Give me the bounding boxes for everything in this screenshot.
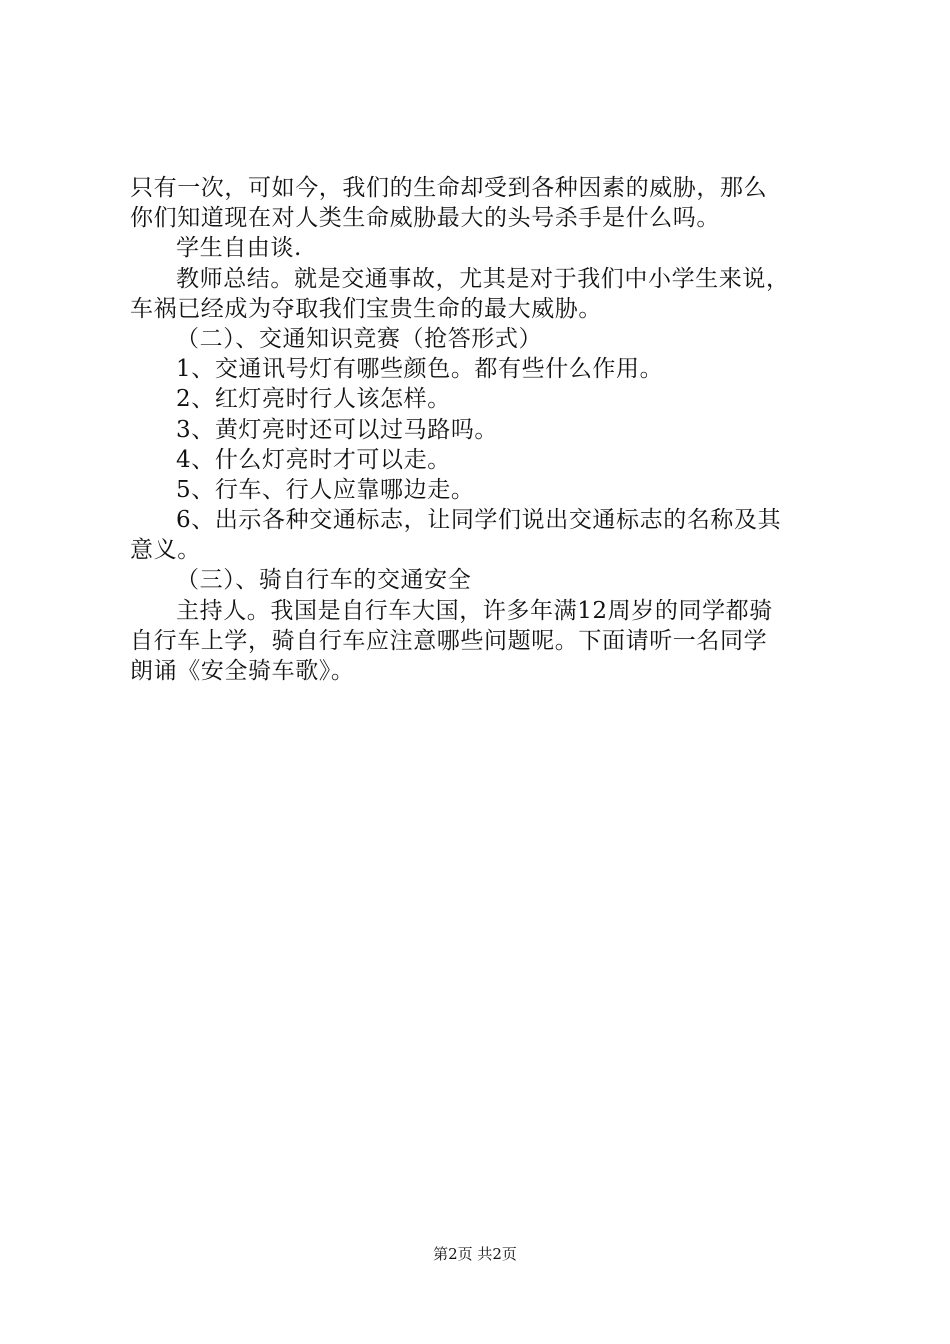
document-body bbox=[130, 173, 835, 686]
list-item: 1、交通讯号灯有哪些颜色。都有些什么作用。 bbox=[176, 356, 664, 383]
paragraph-line: 意义。 bbox=[130, 537, 201, 564]
section-heading: （三）、骑自行车的交通安全 bbox=[176, 567, 472, 594]
list-item: 3、黄灯亮时还可以过马路吗。 bbox=[176, 416, 499, 443]
paragraph-line: 主持人。我国是自行车大国，许多年满12周岁的同学都骑 bbox=[176, 597, 773, 624]
paragraph-line: 车祸已经成为夺取我们宝贵生命的最大威胁。 bbox=[130, 295, 602, 322]
list-item: 2、红灯亮时行人该怎样。 bbox=[176, 386, 451, 413]
paragraph-line: 教师总结。就是交通事故，尤其是对于我们中小学生来说， bbox=[176, 265, 790, 292]
list-item: 6、出示各种交通标志，让同学们说出交通标志的名称及其 bbox=[176, 507, 782, 534]
page-footer: 第2页 共2页 bbox=[433, 1245, 517, 1263]
paragraph-line: 朗诵《安全骑车歌》。 bbox=[130, 658, 355, 684]
paragraph-line: 只有一次，可如今，我们的生命却受到各种因素的威胁，那么 bbox=[130, 175, 768, 201]
list-item: 4、什么灯亮时才可以走。 bbox=[176, 446, 451, 473]
section-heading: （二）、交通知识竞赛（抢答形式） bbox=[176, 325, 543, 352]
list-item: 5、行车、行人应靠哪边走。 bbox=[176, 476, 475, 503]
paragraph-line: 自行车上学，骑自行车应注意哪些问题呢。下面请听一名同学 bbox=[130, 627, 768, 654]
paragraph-line: 你们知道现在对人类生命威胁最大的头号杀手是什么吗。 bbox=[130, 205, 720, 232]
paragraph-line: 学生自由谈. bbox=[176, 235, 302, 262]
